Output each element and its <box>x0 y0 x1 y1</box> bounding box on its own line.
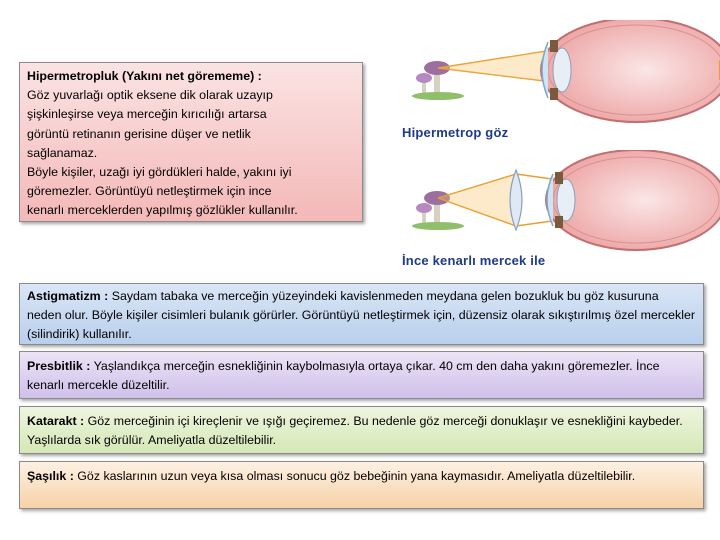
corrected-eye-illustration <box>398 150 720 258</box>
hypermetropia-line: Böyle kişiler, uzağı iyi gördükleri halde, yakını iyi <box>27 165 292 180</box>
astigmatism-box <box>19 283 704 345</box>
hypermetropia-line: şişkinleşirse veya merceğin kırıcılığı artarsa <box>27 107 267 122</box>
strabismus-title: Şaşılık : <box>27 469 74 483</box>
presbyopia-box <box>19 351 704 399</box>
presbyopia-text: Yaşlandıkça merceğin esnekliğinin kaybolmasıyla ortaya çıkar. 40 cm den daha yakını göremezler. İnce kenarlı mercekle düzeltilir. <box>27 359 660 392</box>
cataract-text: Göz merceğinin içi kireçlenir ve ışığı geçiremez. Bu nedenle göz merceği donuklaşır ve esnekliğini kaybeder. Yaşlılarda sık görülür. Ameliyatla düzeltilebilir. <box>27 414 683 447</box>
corrected-eye-label: İnce kenarlı mercek ile <box>402 253 546 268</box>
cataract-box <box>19 406 704 454</box>
hypermetropia-line: sağlanamaz. <box>27 145 98 160</box>
eyeball-shape <box>541 20 720 122</box>
astigmatism-text: Saydam tabaka ve merceğin yüzeyindeki kavislenmeden meydana gelen bozukluk bu göz kusuruna neden olur. Böyle kişiler cisimleri bulanık görürler. Görüntüyü netleştirmek için, düzensiz olarak sıkıştırılmış özel mercekler (silindirik) kullanılır. <box>27 289 695 341</box>
strabismus-text: Göz kaslarının uzun veya kısa olması sonucu göz bebeğinin yana kaymasıdır. Ameliyatla düzeltilebilir. <box>73 469 636 483</box>
hypermetropia-line: göremezler. Görüntüyü netleştirmek için ince <box>27 184 272 199</box>
hypermetropia-title: Hipermetropluk (Yakını net görememe) : <box>27 69 262 83</box>
cataract-title: Katarakt : <box>27 414 85 428</box>
astigmatism-title: Astigmatizm : <box>27 289 109 303</box>
hypermetropia-line: görüntü retinanın gerisine düşer ve netlik <box>27 126 251 141</box>
eyeball-shape <box>546 150 720 250</box>
hypermetropia-line: Göz yuvarlağı optik eksene dik olarak uzayıp <box>27 88 273 103</box>
hypermetropia-box <box>19 62 363 222</box>
presbyopia-title: Presbitlik : <box>27 359 91 373</box>
strabismus-box <box>19 461 704 509</box>
hypermetropic-eye-label: Hipermetrop göz <box>402 125 509 140</box>
hypermetropic-eye-illustration <box>398 20 720 130</box>
hypermetropia-line: kenarlı merceklerden yapılmış gözlükler kullanılır. <box>27 203 298 218</box>
